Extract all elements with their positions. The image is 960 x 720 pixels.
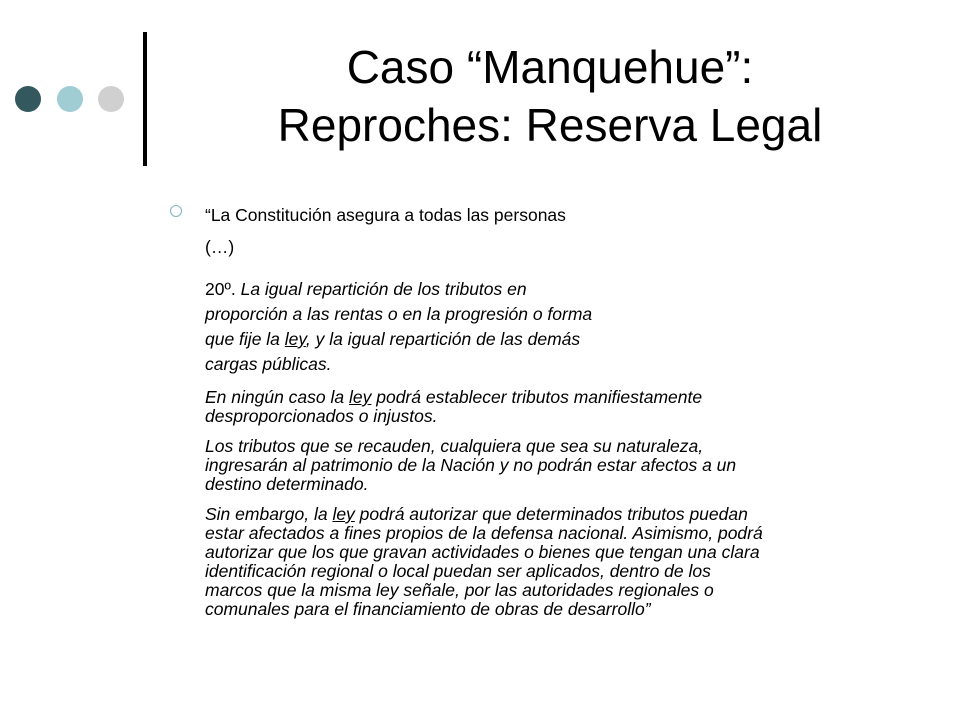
- bullet-circle-icon: [170, 205, 182, 217]
- article-20-line-2: proporción a las rentas o en la progresión o forma: [205, 304, 593, 324]
- ellipsis-line: (…): [205, 237, 235, 257]
- decorative-dots: [15, 86, 125, 114]
- paragraph-4-line-6: comunales para el financiamiento de obras de desarrollo”: [205, 599, 651, 619]
- gray-dot-icon: [98, 86, 124, 112]
- article-20-text-3a: que fije la: [205, 329, 285, 349]
- article-20-line-1: [205, 277, 925, 302]
- paragraph-2: [205, 388, 925, 426]
- paragraph-3-line-2: ingresarán al patrimonio de la Nación y no podrán estar afectos a un: [205, 455, 737, 475]
- article-20-text-1: La igual repartición de los tributos en: [235, 279, 527, 299]
- paragraph-3: [205, 437, 925, 494]
- paragraph-2-text-a: En ningún caso la: [205, 387, 349, 407]
- slide-title: [150, 38, 950, 154]
- ley-link-1: ley: [284, 329, 306, 349]
- paragraph-4-line-2: estar afectados a fines propios de la defensa nacional. Asimismo, podrá: [205, 523, 763, 543]
- article-number: 20º.: [205, 279, 236, 299]
- paragraph-4-line-4: identificación regional o local puedan ser aplicados, dentro de los: [205, 561, 711, 581]
- title-line-1: Caso “Manquehue”:: [346, 41, 754, 93]
- paragraph-4-line-1: [205, 505, 925, 524]
- article-20-line-4: cargas públicas.: [205, 354, 332, 374]
- paragraph-4-text-b: podrá autorizar que determinados tributos puedan: [354, 504, 748, 524]
- paragraph-2-line-1: [205, 388, 925, 407]
- ley-link-3: ley: [332, 504, 355, 524]
- paragraph-2-line-2: desproporcionados o injustos.: [205, 406, 438, 426]
- paragraph-2-text-b: podrá establecer tributos manifiestamente: [371, 387, 703, 407]
- title-divider-bar: [143, 32, 147, 166]
- title-line-2: Reproches: Reserva Legal: [277, 99, 823, 151]
- paragraph-3-line-3: destino determinado.: [205, 474, 369, 494]
- dark-teal-dot-icon: [15, 86, 41, 112]
- article-20-line-3: [205, 327, 925, 352]
- paragraph-4-line-5: marcos que la misma ley señale, por las autoridades regionales o: [205, 580, 714, 600]
- paragraph-3-line-1: Los tributos que se recauden, cualquiera que sea su naturaleza,: [205, 436, 704, 456]
- quote-body: [205, 203, 925, 619]
- paragraph-4: [205, 505, 925, 619]
- paragraph-4-text-a: Sin embargo, la: [205, 504, 333, 524]
- ley-link-2: ley: [349, 387, 372, 407]
- paragraph-4-line-3: autorizar que los que gravan actividades o bienes que tengan una clara: [205, 542, 760, 562]
- intro-line: “La Constitución asegura a todas las personas: [205, 205, 566, 225]
- light-teal-dot-icon: [57, 86, 83, 112]
- article-20-text-3b: , y la igual repartición de las demás: [305, 329, 581, 349]
